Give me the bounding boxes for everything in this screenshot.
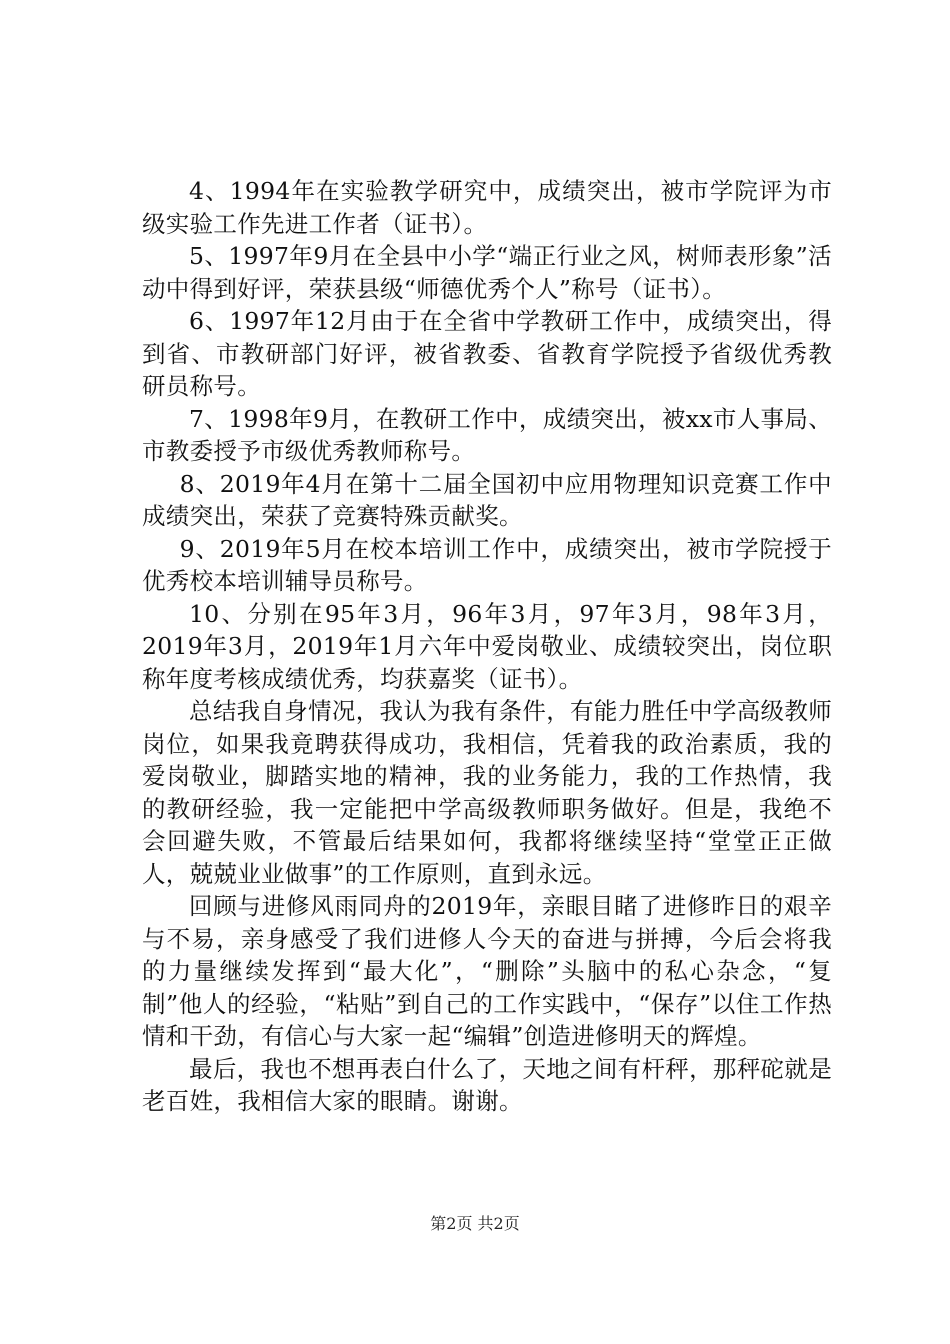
paragraph-item-9: 9、2019年5月在校本培训工作中，成绩突出，被市学院授于优秀校本培训辅导员称号。: [142, 534, 832, 595]
page-footer: [0, 1214, 950, 1234]
paragraph-summary: 总结我自身情况，我认为我有条件，有能力胜任中学高级教师岗位，如果我竟聘获得成功，我相信，凭着我的政治素质，我的爱岗敬业，脚踏实地的精神，我的业务能力，我的工作热情，我的教研经验，我一定能把中学高级教师职务做好。但是，我绝不会回避失败，不管最后结果如何，我都将继续坚持“堂堂正正做人，兢兢业业做事”的工作原则，直到永远。: [142, 697, 832, 888]
paragraph-item-6: 6、1997年12月由于在全省中学教研工作中，成绩突出，得到省、市教研部门好评，被省教委、省教育学院授予省级优秀教研员称号。: [142, 307, 832, 400]
paragraph-closing: 最后，我也不想再表白什么了，天地之间有杆秤，那秤砣就是老百姓，我相信大家的眼睛。谢谢。: [142, 1054, 832, 1115]
paragraph-item-7: 7、1998年9月，在教研工作中，成绩突出，被xx市人事局、市教委授予市级优秀教师称号。: [142, 404, 832, 465]
paragraph-item-5: 5、1997年9月在全县中小学“端正行业之风，树师表形象”活动中得到好评，荣获县级“师德优秀个人”称号（证书）。: [142, 242, 832, 303]
document-body: [142, 175, 832, 1118]
paragraph-item-10: 10、分别在95年3月，96年3月，97年3月，98年3月，2019年3月，2019年1月六年中爱岗敬业、成绩较突出，岗位职称年度考核成绩优秀，均获嘉奖（证书）。: [142, 599, 832, 693]
paragraph-item-8: 8、2019年4月在第十二届全国初中应用物理知识竞赛工作中成绩突出，荣获了竞赛特殊贡献奖。: [142, 469, 832, 530]
page-number-label: 第2页 共2页: [430, 1214, 520, 1233]
paragraph-review: 回顾与进修风雨同舟的2019年，亲眼目睹了进修昨日的艰辛与不易，亲身感受了我们进修人今天的奋进与拼搏，今后会将我的力量继续发挥到“最大化”，“删除”头脑中的私心杂念，“复制”他人的经验，“粘贴”到自己的工作实践中，“保存”以住工作热情和干劲，有信心与大家一起“编辑”创造进修明天的辉煌。: [142, 892, 832, 1050]
paragraph-item-4: 4、1994年在实验教学研究中，成绩突出，被市学院评为市级实验工作先进工作者（证书）。: [142, 177, 832, 238]
